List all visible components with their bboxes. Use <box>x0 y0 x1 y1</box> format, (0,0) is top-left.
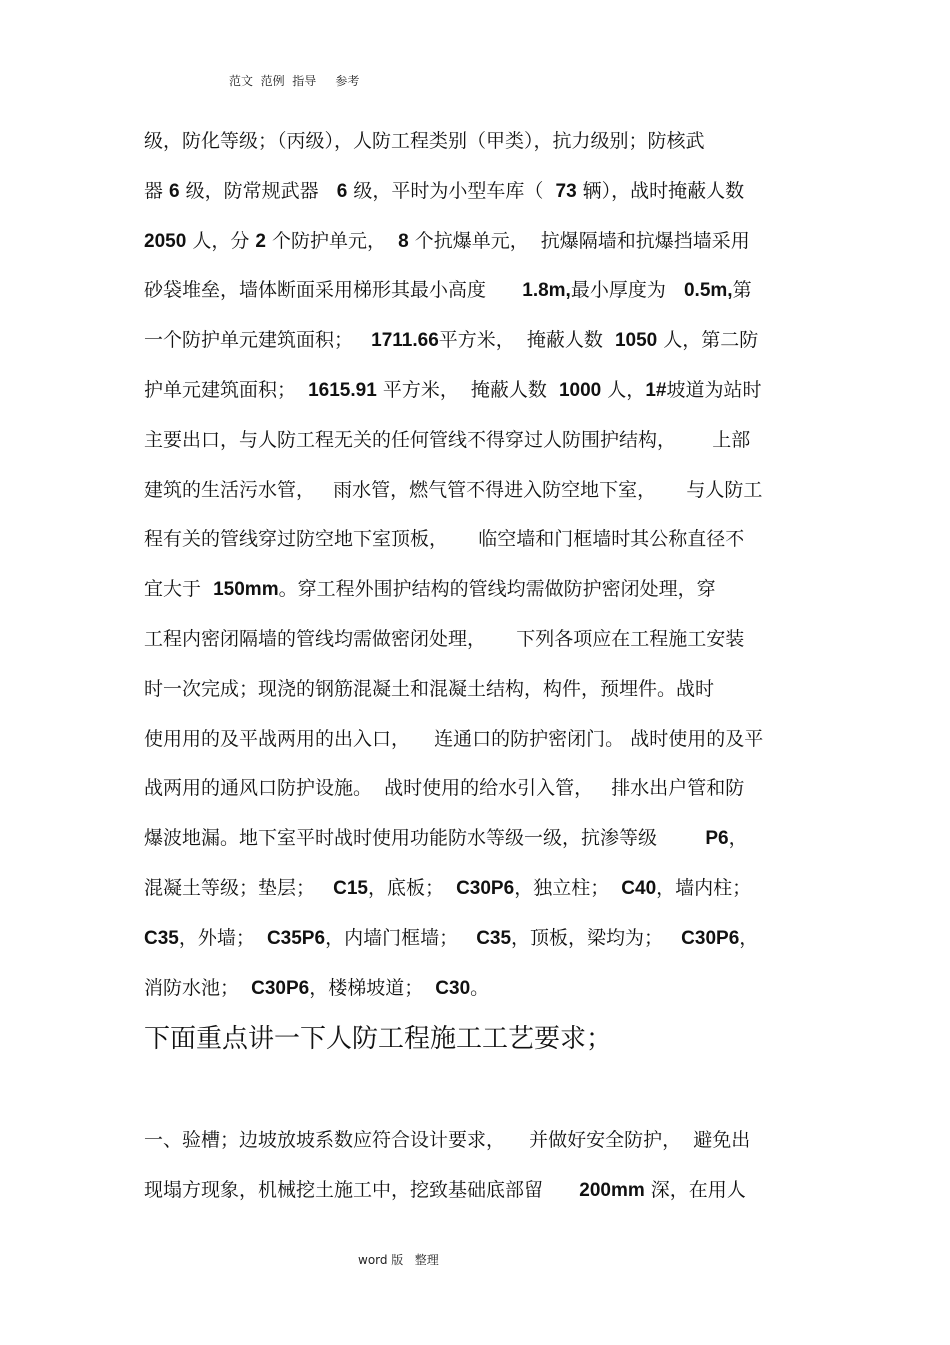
text-run: 坡道为站时 <box>666 379 762 401</box>
text-line <box>144 527 744 551</box>
text-line <box>144 577 716 602</box>
text-run: 器 <box>144 179 170 202</box>
text-line <box>144 876 751 901</box>
text-line <box>144 129 705 153</box>
text-run: 级，防化等级；（丙级），人防工程类别（甲类），抗力级别；防核武 <box>144 130 705 152</box>
text-run: ， <box>739 926 759 949</box>
text-run: 主要出口，与人防工程无关的任何管线不得穿过人防围护结构， 上部 <box>144 428 751 451</box>
text-run: 工程内密闭隔墙的管线均需做密闭处理， 下列各项应在工程施工安装 <box>144 628 745 650</box>
text-line <box>144 727 763 751</box>
text-run: 平方米， 掩蔽人数 <box>376 379 559 401</box>
bold-value: C35 <box>144 927 179 949</box>
bold-value: 0.5m, <box>683 280 733 302</box>
text-run: 使用用的及平战两用的出入口， 连通口的防护密闭门。 战时使用的及平 <box>144 727 764 750</box>
bold-value: C40 <box>621 878 657 899</box>
bold-value: 1050 <box>614 330 658 352</box>
text-line <box>144 1178 746 1203</box>
text-run: 人， <box>601 379 646 401</box>
text-run: ， <box>728 827 748 850</box>
bold-value: 2 <box>255 230 266 252</box>
text-run: 人，分 <box>186 229 256 252</box>
page-header: 范文 范例 指导 参考 <box>229 74 360 88</box>
text-run: 平方米， 掩蔽人数 <box>438 329 615 352</box>
bold-value: 1# <box>645 380 667 401</box>
section-heading: 下面重点讲一下人防工程施工工艺要求； <box>144 1024 613 1054</box>
text-line <box>144 179 744 204</box>
text-line <box>144 776 744 800</box>
bold-value: C30P6 <box>251 977 310 999</box>
text-run: 砂袋堆垒，墙体断面采用梯形其最小高度 <box>144 279 523 302</box>
text-run: 混凝土等级；垫层； <box>144 877 334 899</box>
text-line <box>144 826 748 851</box>
bold-value: 8 <box>398 230 409 252</box>
text-run: 爆波地漏。地下室平时战时使用功能防水等级一级，抗渗等级 <box>144 827 706 850</box>
text-run: 个抗爆单元， 抗爆隔墙和抗爆挡墙采用 <box>408 229 750 252</box>
bold-value: 6 <box>169 180 180 202</box>
bold-value: C35P6 <box>266 927 326 949</box>
text-run: 级，防常规武器 <box>179 179 337 202</box>
text-line <box>144 378 761 403</box>
page-footer: word 版 整理 <box>358 1253 439 1267</box>
text-run: ，楼梯坡道； <box>309 976 436 999</box>
bold-value: 73 <box>555 180 577 202</box>
text-line <box>144 278 752 303</box>
text-run: 消防水池； <box>144 976 252 999</box>
text-line <box>144 328 758 353</box>
text-line <box>144 229 750 254</box>
bold-value: C30 <box>435 977 471 999</box>
text-run: 护单元建筑面积； <box>144 379 309 401</box>
text-run: ，外墙； <box>178 926 267 949</box>
bold-value: C30P6 <box>681 927 740 949</box>
bold-value: 1.8m, <box>522 280 571 302</box>
text-line <box>144 926 758 951</box>
text-run: ，底板； <box>367 877 457 899</box>
text-run: 深，在用人 <box>644 1179 746 1201</box>
text-run: 辆），战时掩蔽人数 <box>576 179 745 202</box>
text-line <box>144 1128 750 1152</box>
text-run: 战两用的通风口防护设施。 战时使用的给水引入管， 排水出户管和防 <box>144 777 745 800</box>
bold-value: 150mm <box>213 579 279 601</box>
text-run: 宜大于 <box>144 578 214 601</box>
text-run: 建筑的生活污水管， 雨水管，燃气管不得进入防空地下室， 与人防工 <box>144 478 763 501</box>
text-run: 一个防护单元建筑面积； <box>144 329 372 352</box>
text-line <box>144 627 744 651</box>
text-line <box>144 478 762 502</box>
text-line <box>144 677 714 701</box>
bold-value: 200mm <box>579 1180 645 1201</box>
bold-value: C15 <box>333 878 368 899</box>
text-run: 现塌方现象，机械挖土施工中，挖致基础底部留 <box>144 1179 580 1201</box>
bold-value: 1615.91 <box>308 380 377 401</box>
text-line <box>144 428 750 452</box>
text-run: 一、验槽；边坡放坡系数应符合设计要求， 并做好安全防护， 避免出 <box>144 1129 751 1151</box>
bold-value: P6 <box>705 828 729 850</box>
text-run: 程有关的管线穿过防空地下室顶板， 临空墙和门框墙时其公称直径不 <box>144 528 745 551</box>
text-run: 个防护单元， <box>265 229 399 252</box>
text-run: ，顶板，梁均为； <box>511 926 682 949</box>
text-run: ，墙内柱； <box>656 877 752 899</box>
text-run: 第 <box>732 279 752 302</box>
bold-value: C35 <box>476 927 512 949</box>
bold-value: 2050 <box>144 230 187 252</box>
text-run: ，独立柱； <box>514 877 622 899</box>
bold-value: 1711.66 <box>371 330 439 352</box>
text-run: 时一次完成；现浇的钢筋混凝土和混凝土结构，构件，预埋件。战时 <box>144 677 715 700</box>
bold-value: 1000 <box>558 380 602 401</box>
text-run: ，内墙门框墙； <box>325 926 477 949</box>
text-run: 最小厚度为 <box>570 279 684 302</box>
text-run: 人，第二防 <box>657 329 759 352</box>
bold-value: C30P6 <box>456 878 515 899</box>
text-run: 级，平时为小型车库（ <box>347 179 556 202</box>
text-run: 。穿工程外围护结构的管线均需做防护密闭处理，穿 <box>278 578 716 601</box>
text-line <box>144 976 489 1001</box>
text-run: 。 <box>470 976 490 999</box>
bold-value: 6 <box>336 180 348 202</box>
